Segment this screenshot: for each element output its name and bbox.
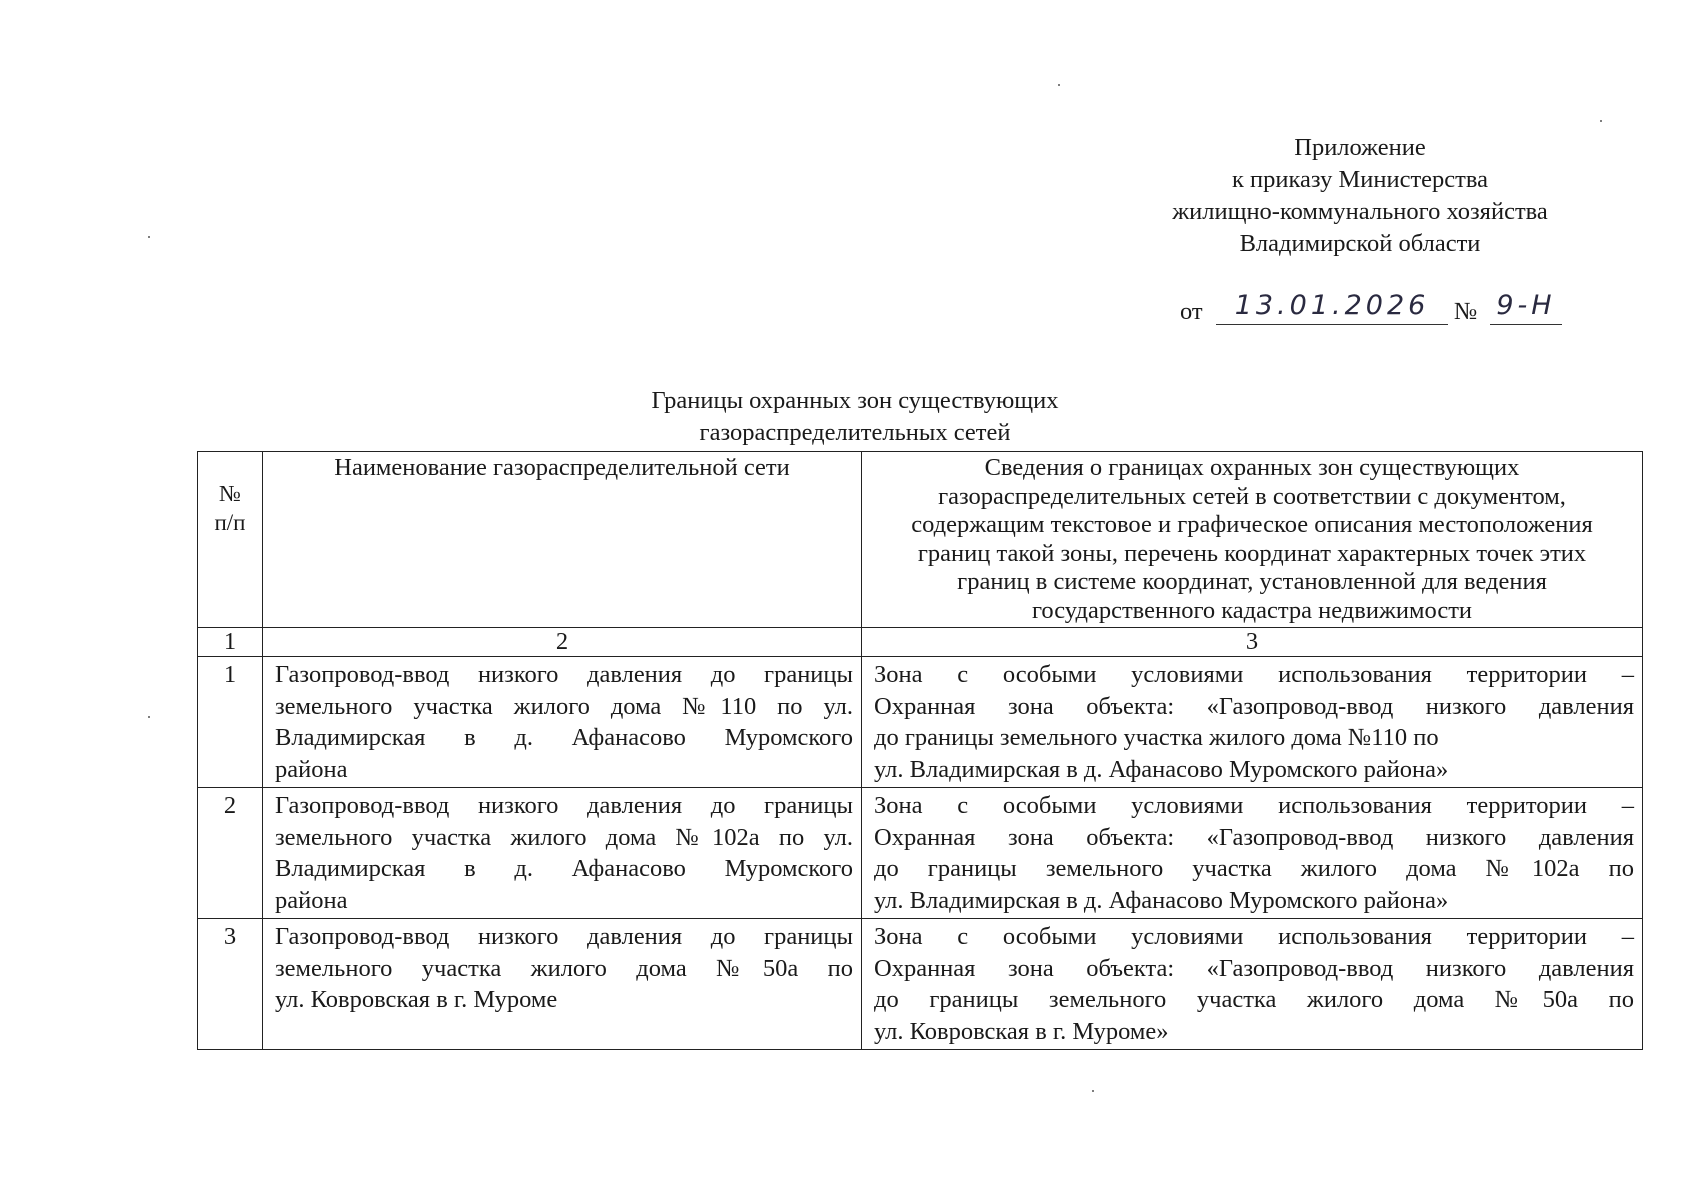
table-row <box>198 919 1643 1050</box>
text-line: до границы земельного участка жилого дома №102а по <box>874 855 1634 882</box>
appendix-line: к приказу Министерства <box>1232 166 1488 193</box>
table-header-row <box>198 452 1643 628</box>
text-line: ул. Владимирская в д. Афанасово Муромского района» <box>874 755 1449 783</box>
network-name-cell <box>263 657 862 788</box>
appendix-line: Приложение <box>1294 134 1426 161</box>
text-line: Владимирская в д. Афанасово Муромского <box>275 724 853 751</box>
header-info-line: содержащим текстовое и графическое описания местоположения <box>911 511 1593 538</box>
column-number: 1 <box>198 628 263 657</box>
zone-info-cell <box>862 657 1643 788</box>
text-line: Газопровод-ввод низкого давления до границы <box>275 792 853 819</box>
text-line: Охранная зона объекта: «Газопровод-ввод низкого давления <box>874 823 1634 851</box>
text-line: до границы земельного участка жилого дома №110 по <box>874 724 1439 751</box>
text-line: Охранная зона объекта: «Газопровод-ввод низкого давления <box>874 692 1634 720</box>
text-line: земельного участка жилого дома №102а по ул. <box>275 823 853 851</box>
text-line: земельного участка жилого дома №110 по ул. <box>275 692 853 720</box>
header-info-line: государственного кадастра недвижимости <box>1031 596 1473 624</box>
scan-speck <box>1058 84 1060 86</box>
network-name-cell <box>263 788 862 919</box>
text-line: Владимирская в д. Афанасово Муромского <box>275 855 853 882</box>
text-line: ул. Ковровская в г. Муроме <box>275 986 558 1013</box>
table-row <box>198 788 1643 919</box>
header-info <box>862 452 1643 628</box>
network-name-cell <box>263 919 862 1050</box>
title-line-1: Границы охранных зон существующих <box>651 387 1059 414</box>
row-number: 3 <box>198 919 263 1050</box>
table-row <box>198 657 1643 788</box>
text-line: ул. Владимирская в д. Афанасово Муромского района» <box>874 886 1449 914</box>
row-number: 1 <box>198 657 263 788</box>
order-number: 9-Н <box>1490 290 1562 325</box>
header-name: Наименование газораспределительной сети <box>263 452 862 628</box>
text-line: Газопровод-ввод низкого давления до границы <box>275 661 853 688</box>
appendix-line: жилищно-коммунального хозяйства <box>1172 198 1548 225</box>
title-line-2: газораспределительных сетей <box>699 419 1011 446</box>
header-info-line: границ такой зоны, перечень координат характерных точек этих <box>917 539 1587 567</box>
appendix-line: Владимирской области <box>1239 230 1481 257</box>
text-line: Газопровод-ввод низкого давления до границы <box>275 923 853 950</box>
column-number-row <box>198 628 1643 657</box>
header-num-line: п/п <box>214 509 246 535</box>
zones-table <box>197 451 1643 1050</box>
appendix-block <box>1130 132 1590 260</box>
text-line: Зона с особыми условиями использования территории – <box>874 661 1634 688</box>
text-line: Зона с особыми условиями использования территории – <box>874 792 1634 819</box>
header-info-line: газораспределительных сетей в соответствии с документом, <box>938 482 1566 510</box>
text-line: до границы земельного участка жилого дома №50а по <box>874 986 1634 1013</box>
zone-info-cell <box>862 788 1643 919</box>
text-line: ул. Ковровская в г. Муроме» <box>874 1017 1169 1045</box>
order-date: 13.01.2026 <box>1216 290 1448 325</box>
from-label: от <box>1180 298 1203 325</box>
header-info-line: границ в системе координат, установленной для ведения <box>957 568 1547 595</box>
zone-info-cell <box>862 919 1643 1050</box>
header-info-line: Сведения о границах охранных зон существующих <box>984 454 1520 481</box>
scan-speck <box>148 716 150 718</box>
column-number: 2 <box>263 628 862 657</box>
header-num <box>198 452 263 628</box>
text-line: района <box>275 755 348 783</box>
text-line: Зона с особыми условиями использования территории – <box>874 923 1634 950</box>
scan-speck <box>1600 120 1602 122</box>
scan-speck <box>148 236 150 238</box>
text-line: Охранная зона объекта: «Газопровод-ввод низкого давления <box>874 954 1634 982</box>
header-num-line: № <box>219 481 241 506</box>
text-line: земельного участка жилого дома №50а по <box>275 954 853 982</box>
document-title <box>470 385 1240 449</box>
number-label: № <box>1454 298 1478 325</box>
scan-speck <box>1092 1090 1094 1092</box>
text-line: района <box>275 886 348 914</box>
column-number: 3 <box>862 628 1643 657</box>
row-number: 2 <box>198 788 263 919</box>
